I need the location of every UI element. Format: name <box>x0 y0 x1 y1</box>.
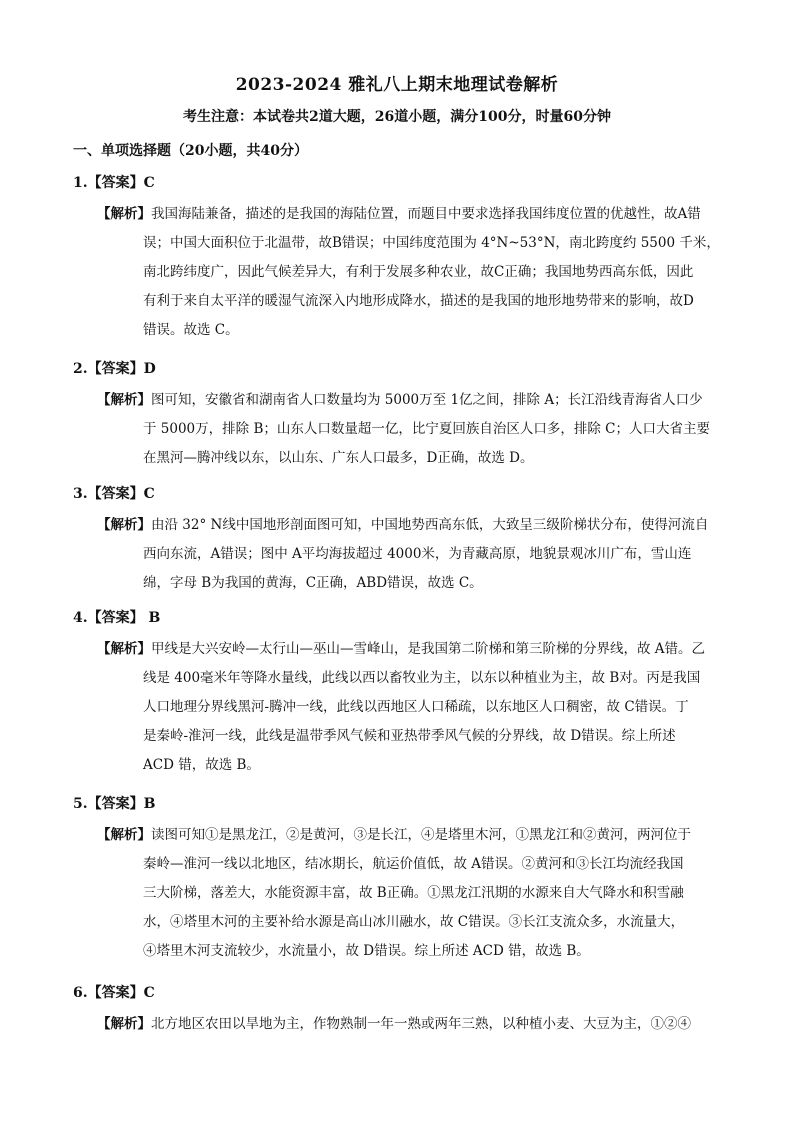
question-number: 3. <box>73 486 88 502</box>
analysis-line <box>97 569 722 598</box>
analysis-line <box>97 200 722 229</box>
analysis-text: 南北跨纬度广，因此气候差异大，有利于发展多种农业，故C正确；我国地势西高东低，因此 <box>143 264 694 280</box>
analysis-line <box>97 229 722 258</box>
answer-label: 【答案】 <box>87 361 144 377</box>
section-heading: 一、单项选择题（20小题，共40分） <box>73 143 308 159</box>
answer-value: B <box>143 610 161 626</box>
analysis-line <box>97 316 722 345</box>
answer-heading <box>73 607 160 627</box>
analysis-line <box>97 664 722 693</box>
analysis-block <box>97 511 722 598</box>
analysis-label: 【解析】 <box>97 827 151 843</box>
analysis-text: 西向东流，A错误；图中 A平均海拔超过 4000米，为青藏高原，地貌景观冰川广布，雪山连 <box>143 546 692 562</box>
analysis-line <box>97 258 722 287</box>
analysis-text: 读图可知①是黑龙江，②是黄河，③是长江，④是塔里木河，①黑龙江和②黄河，两河位于 <box>151 827 691 843</box>
analysis-line <box>97 540 722 569</box>
analysis-label: 【解析】 <box>97 1016 151 1032</box>
analysis-text: 三大阶梯，落差大，水能资源丰富，故 B正确。①黑龙江汛期的水源来自大气降水和积雪融 <box>143 885 684 901</box>
analysis-text: 绵，字母 B为我国的黄海，C正确，ABD错误，故选 C。 <box>143 575 483 591</box>
analysis-line <box>97 850 722 879</box>
answer-label: 【答案】 <box>87 796 144 812</box>
analysis-line <box>97 908 722 937</box>
analysis-line <box>97 722 722 751</box>
analysis-text: 有利于来自太平洋的暖湿气流深入内地形成降水，描述的是我国的地形地势带来的影响，故D <box>143 293 694 309</box>
question-number: 5. <box>73 796 88 812</box>
analysis-line <box>97 415 722 444</box>
analysis-label: 【解析】 <box>97 517 151 533</box>
analysis-text: 于 5000万，排除 B；山东人口数量超一亿，比宁夏回族自治区人口多，排除 C；人口大省主要 <box>143 421 710 437</box>
analysis-text: 错误。故选 C。 <box>143 322 239 338</box>
analysis-line <box>97 1010 722 1039</box>
answer-heading <box>73 793 155 813</box>
analysis-block <box>97 635 722 780</box>
analysis-text: 人口地理分界线黑河-腾冲一线，此线以西地区人口稀疏，以东地区人口稠密，故 C错误。丁 <box>143 699 689 715</box>
answer-value: C <box>143 486 155 502</box>
analysis-text: 水，④塔里木河的主要补给水源是高山冰川融水，故 C错误。③长江支流众多，水流量大， <box>143 914 685 930</box>
analysis-text: 北方地区农田以旱地为主，作物熟制一年一熟或两年三熟，以种植小麦、大豆为主，①②④ <box>151 1016 691 1032</box>
analysis-line <box>97 751 722 780</box>
answer-heading <box>73 483 155 503</box>
analysis-text: 线是 400毫米年等降水量线，此线以西以畜牧业为主，以东以种植业为主，故 B对。丙是我国 <box>143 670 701 686</box>
analysis-line <box>97 879 722 908</box>
question-number: 6. <box>73 985 88 1001</box>
answer-label: 【答案】 <box>87 985 144 1001</box>
analysis-label: 【解析】 <box>97 392 151 408</box>
analysis-block <box>97 200 722 345</box>
analysis-line <box>97 511 722 540</box>
analysis-block <box>97 1010 722 1039</box>
question-number: 1. <box>73 175 88 191</box>
analysis-line <box>97 287 722 316</box>
answer-heading <box>73 358 156 378</box>
analysis-line <box>97 444 722 473</box>
analysis-text: 在黑河—腾冲线以东，以山东、广东人口最多，D正确，故选 D。 <box>143 450 534 466</box>
analysis-text: ④塔里木河支流较少，水流量小，故 D错误。综上所述 ACD 错，故选 B。 <box>143 943 590 959</box>
document-title: 2023-2024 雅礼八上期末地理试卷解析 <box>235 75 559 95</box>
analysis-line <box>97 937 722 966</box>
analysis-text: 由沿 32° N线中国地形剖面图可知，中国地势西高东低，大致呈三级阶梯状分布，使得河流自 <box>151 517 709 533</box>
analysis-block <box>97 386 722 473</box>
analysis-text: 是秦岭-淮河一线，此线是温带季风气候和亚热带季风气候的分界线，故 D错误。综上所述 <box>143 728 676 744</box>
analysis-line <box>97 635 722 664</box>
analysis-text: 甲线是大兴安岭—太行山—巫山—雪峰山，是我国第二阶梯和第三阶梯的分界线，故 A错。乙 <box>151 641 706 657</box>
question-number: 4. <box>73 610 88 626</box>
analysis-text: 图可知，安徽省和湖南省人口数量均为 5000万至 1亿之间，排除 A；长江沿线青海省人口少 <box>151 392 703 408</box>
analysis-line <box>97 386 722 415</box>
analysis-label: 【解析】 <box>97 206 151 222</box>
analysis-label: 【解析】 <box>97 641 151 657</box>
exam-notice: 考生注意：本试卷共2道大题，26道小题，满分100分，时量60分钟 <box>183 109 611 125</box>
analysis-text: 秦岭—淮河一线以北地区，结冰期长，航运价值低，故 A错误。②黄河和③长江均流经我国 <box>143 856 684 872</box>
question-number: 2. <box>73 361 88 377</box>
analysis-text: 我国海陆兼备，描述的是我国的海陆位置，而题目中要求选择我国纬度位置的优越性，故A错 <box>151 206 701 222</box>
answer-label: 【答案】 <box>87 486 144 502</box>
answer-heading <box>73 982 155 1002</box>
analysis-line <box>97 693 722 722</box>
answer-value: C <box>143 175 155 191</box>
answer-label: 【答案】 <box>87 610 144 626</box>
answer-label: 【答案】 <box>87 175 144 191</box>
answer-value: C <box>143 985 155 1001</box>
answer-value: B <box>143 796 156 812</box>
analysis-text: ACD 错，故选 B。 <box>143 757 260 773</box>
answer-heading <box>73 172 155 192</box>
analysis-line <box>97 821 722 850</box>
answer-value: D <box>143 361 156 377</box>
analysis-text: 误；中国大面积位于北温带，故B错误；中国纬度范围为 4°N~53°N，南北跨度约 5500 千米， <box>143 235 720 251</box>
analysis-block <box>97 821 722 966</box>
